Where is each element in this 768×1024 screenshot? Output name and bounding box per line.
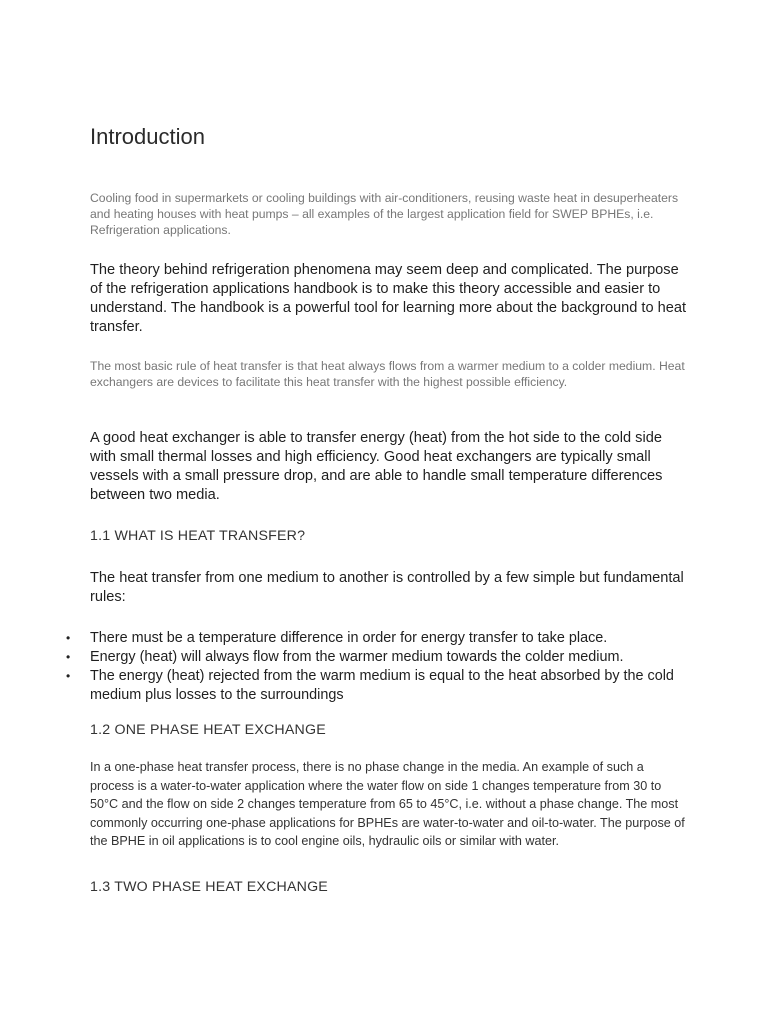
section-1-1-heading: 1.1 WHAT IS HEAT TRANSFER? bbox=[90, 528, 306, 544]
list-item-text: The energy (heat) rejected from the warm medium is equal to the heat absorbed by the cold medium plus losses to the surroundings bbox=[90, 668, 674, 703]
intro-paragraph: Cooling food in supermarkets or cooling buildings with air-conditioners, reusing waste heat in desuperheaters and heating houses with heat pumps – all examples of the largest application field for SWEP BPHEs, i.e. Refrigeration applications. bbox=[90, 191, 679, 237]
list-item-text: Energy (heat) will always flow from the warmer medium towards the colder medium. bbox=[90, 649, 624, 665]
list-item bbox=[66, 667, 690, 705]
good-heat-exchanger-paragraph: A good heat exchanger is able to transfer energy (heat) from the hot side to the cold side with small thermal losses and high efficiency. Good heat exchangers are typically small vessels with a small pressure drop, and are able to handle small temperature differences between two media. bbox=[90, 430, 663, 503]
section-1-2-heading: 1.2 ONE PHASE HEAT EXCHANGE bbox=[90, 722, 326, 738]
bullet-icon: • bbox=[66, 631, 71, 645]
section-1-2-paragraph: In a one-phase heat transfer process, there is no phase change in the media. An example of such a process is a water-to-water application where the water flow on side 1 changes temperature from 30 to 50°C and the flow on side 2 changes temperature from 65 to 45°C, i.e. without a phase change. The most commonly occurring one-phase applications for BPHEs are water-to-water and oil-to-water. The purpose of the BPHE in oil applications is to cool engine oils, hydraulic oils or similar with water. bbox=[90, 760, 685, 848]
theory-paragraph: The theory behind refrigeration phenomena may seem deep and complicated. The purpose of the refrigeration applications handbook is to make this theory accessible and easier to understand. The handbook is a powerful tool for learning more about the background to heat transfer. bbox=[90, 262, 687, 335]
bullet-icon: • bbox=[66, 650, 71, 664]
section-1-1-intro: The heat transfer from one medium to another is controlled by a few simple but fundamental rules: bbox=[90, 570, 684, 605]
list-item bbox=[66, 629, 690, 648]
list-item bbox=[66, 648, 690, 667]
section-1-3-heading: 1.3 TWO PHASE HEAT EXCHANGE bbox=[90, 879, 328, 895]
rules-list bbox=[66, 629, 690, 705]
list-item-text: There must be a temperature difference in order for energy transfer to take place. bbox=[90, 630, 608, 646]
basic-rule-paragraph: The most basic rule of heat transfer is that heat always flows from a warmer medium to a colder medium. Heat exchangers are devices to facilitate this heat transfer with the highest possible efficiency. bbox=[90, 359, 685, 389]
page-title: Introduction bbox=[90, 124, 205, 149]
bullet-icon: • bbox=[66, 669, 71, 683]
